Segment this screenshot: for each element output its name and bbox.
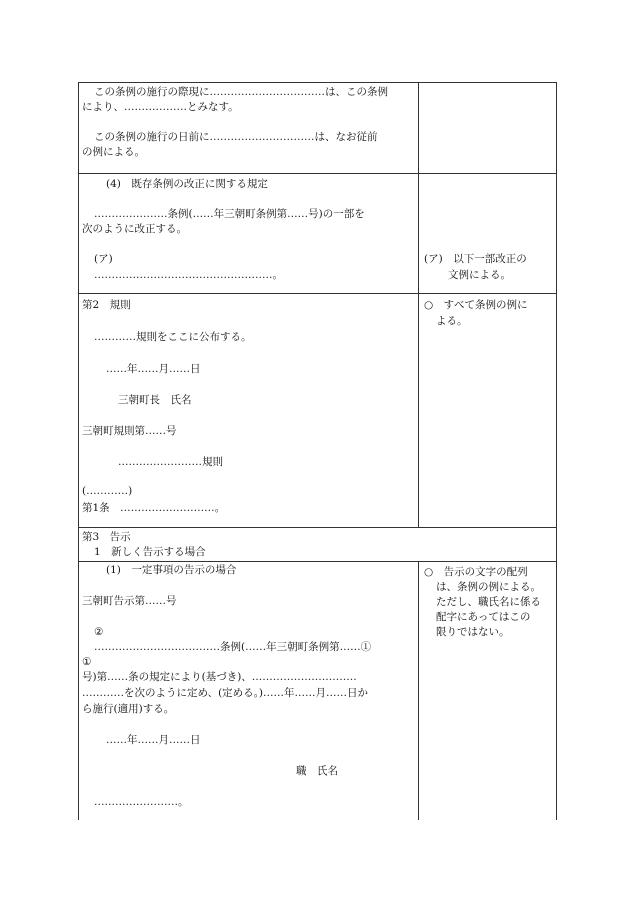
table-left-border (78, 82, 79, 820)
article-text: 第1条 ………………………。 (82, 502, 226, 514)
row-border-1 (78, 173, 557, 174)
item-label: (ア) (94, 253, 113, 265)
note-text-line: (ア) 以下一部改正の (424, 253, 527, 265)
column-divider-lower (418, 561, 419, 820)
date-text: ……年……月……日 (106, 734, 201, 746)
note-text-line: よる。 (436, 315, 468, 327)
closing-text: ……………………。 (94, 796, 189, 808)
row-border-3 (78, 527, 557, 528)
note-text-line: 限りではない。 (436, 626, 510, 638)
note-text-line: ○ すべて条例の例に (424, 299, 528, 311)
circled-marker: ① (82, 656, 92, 668)
amendment-text-line: …………………条例(……年三朝町条例第……号)の一部を (94, 208, 365, 220)
row-border-4 (78, 561, 557, 562)
item-text: ……………………………………………。 (94, 269, 283, 281)
date-text: ……年……月……日 (106, 363, 201, 375)
note-text-line: 文例による。 (448, 269, 511, 281)
transitional-text-line: この条例の施行の際現に……………………………は、この条例 (94, 86, 388, 98)
notice-text-line: ………………………………条例(……年三朝町条例第……① (94, 641, 372, 653)
section-heading: 第2 規則 (82, 299, 131, 311)
notice-number: 三朝町告示第……号 (82, 595, 177, 607)
transitional-text-line: この条例の施行の日前に…………………………は、なお従前 (94, 131, 378, 143)
section-subheading: 1 新しく告示する場合 (94, 546, 206, 558)
notice-text-line: …………を次のように定め、(定める。)……年……月……日か (82, 687, 369, 699)
note-text-line: ○ 告示の文字の配列 (424, 566, 528, 578)
signer-text: 職 氏名 (296, 765, 338, 777)
transitional-text-line: により、………………とみなす。 (82, 101, 239, 113)
section-heading: (4) 既存条例の改正に関する規定 (106, 178, 268, 190)
note-text-line: は、条例の例による。 (436, 581, 541, 593)
transitional-text-line: の例による。 (82, 146, 145, 158)
column-divider (418, 82, 419, 527)
signer-text: 三朝町長 氏名 (118, 394, 192, 406)
section-heading: (1) 一定事項の告示の場合 (106, 564, 237, 576)
circled-marker: ② (94, 626, 104, 638)
promulgation-text: …………規則をここに公布する。 (94, 331, 252, 343)
article-caption: (…………) (82, 485, 133, 497)
table-right-border (556, 82, 557, 820)
section-heading: 第3 告示 (82, 531, 131, 543)
row-border-top (78, 82, 557, 83)
note-text-line: 配字にあってはこの (436, 611, 531, 623)
row-border-2 (78, 293, 557, 294)
notice-text-line: 号)第……条の規定により(基づき)、………………………… (82, 671, 357, 683)
amendment-text-line: 次のように改正する。 (82, 223, 187, 235)
note-text-line: ただし、職氏名に係る (436, 596, 541, 608)
regulation-title: ……………………規則 (118, 456, 223, 468)
regulation-number: 三朝町規則第……号 (82, 425, 177, 437)
notice-text-line: ら施行(適用)する。 (82, 703, 175, 715)
